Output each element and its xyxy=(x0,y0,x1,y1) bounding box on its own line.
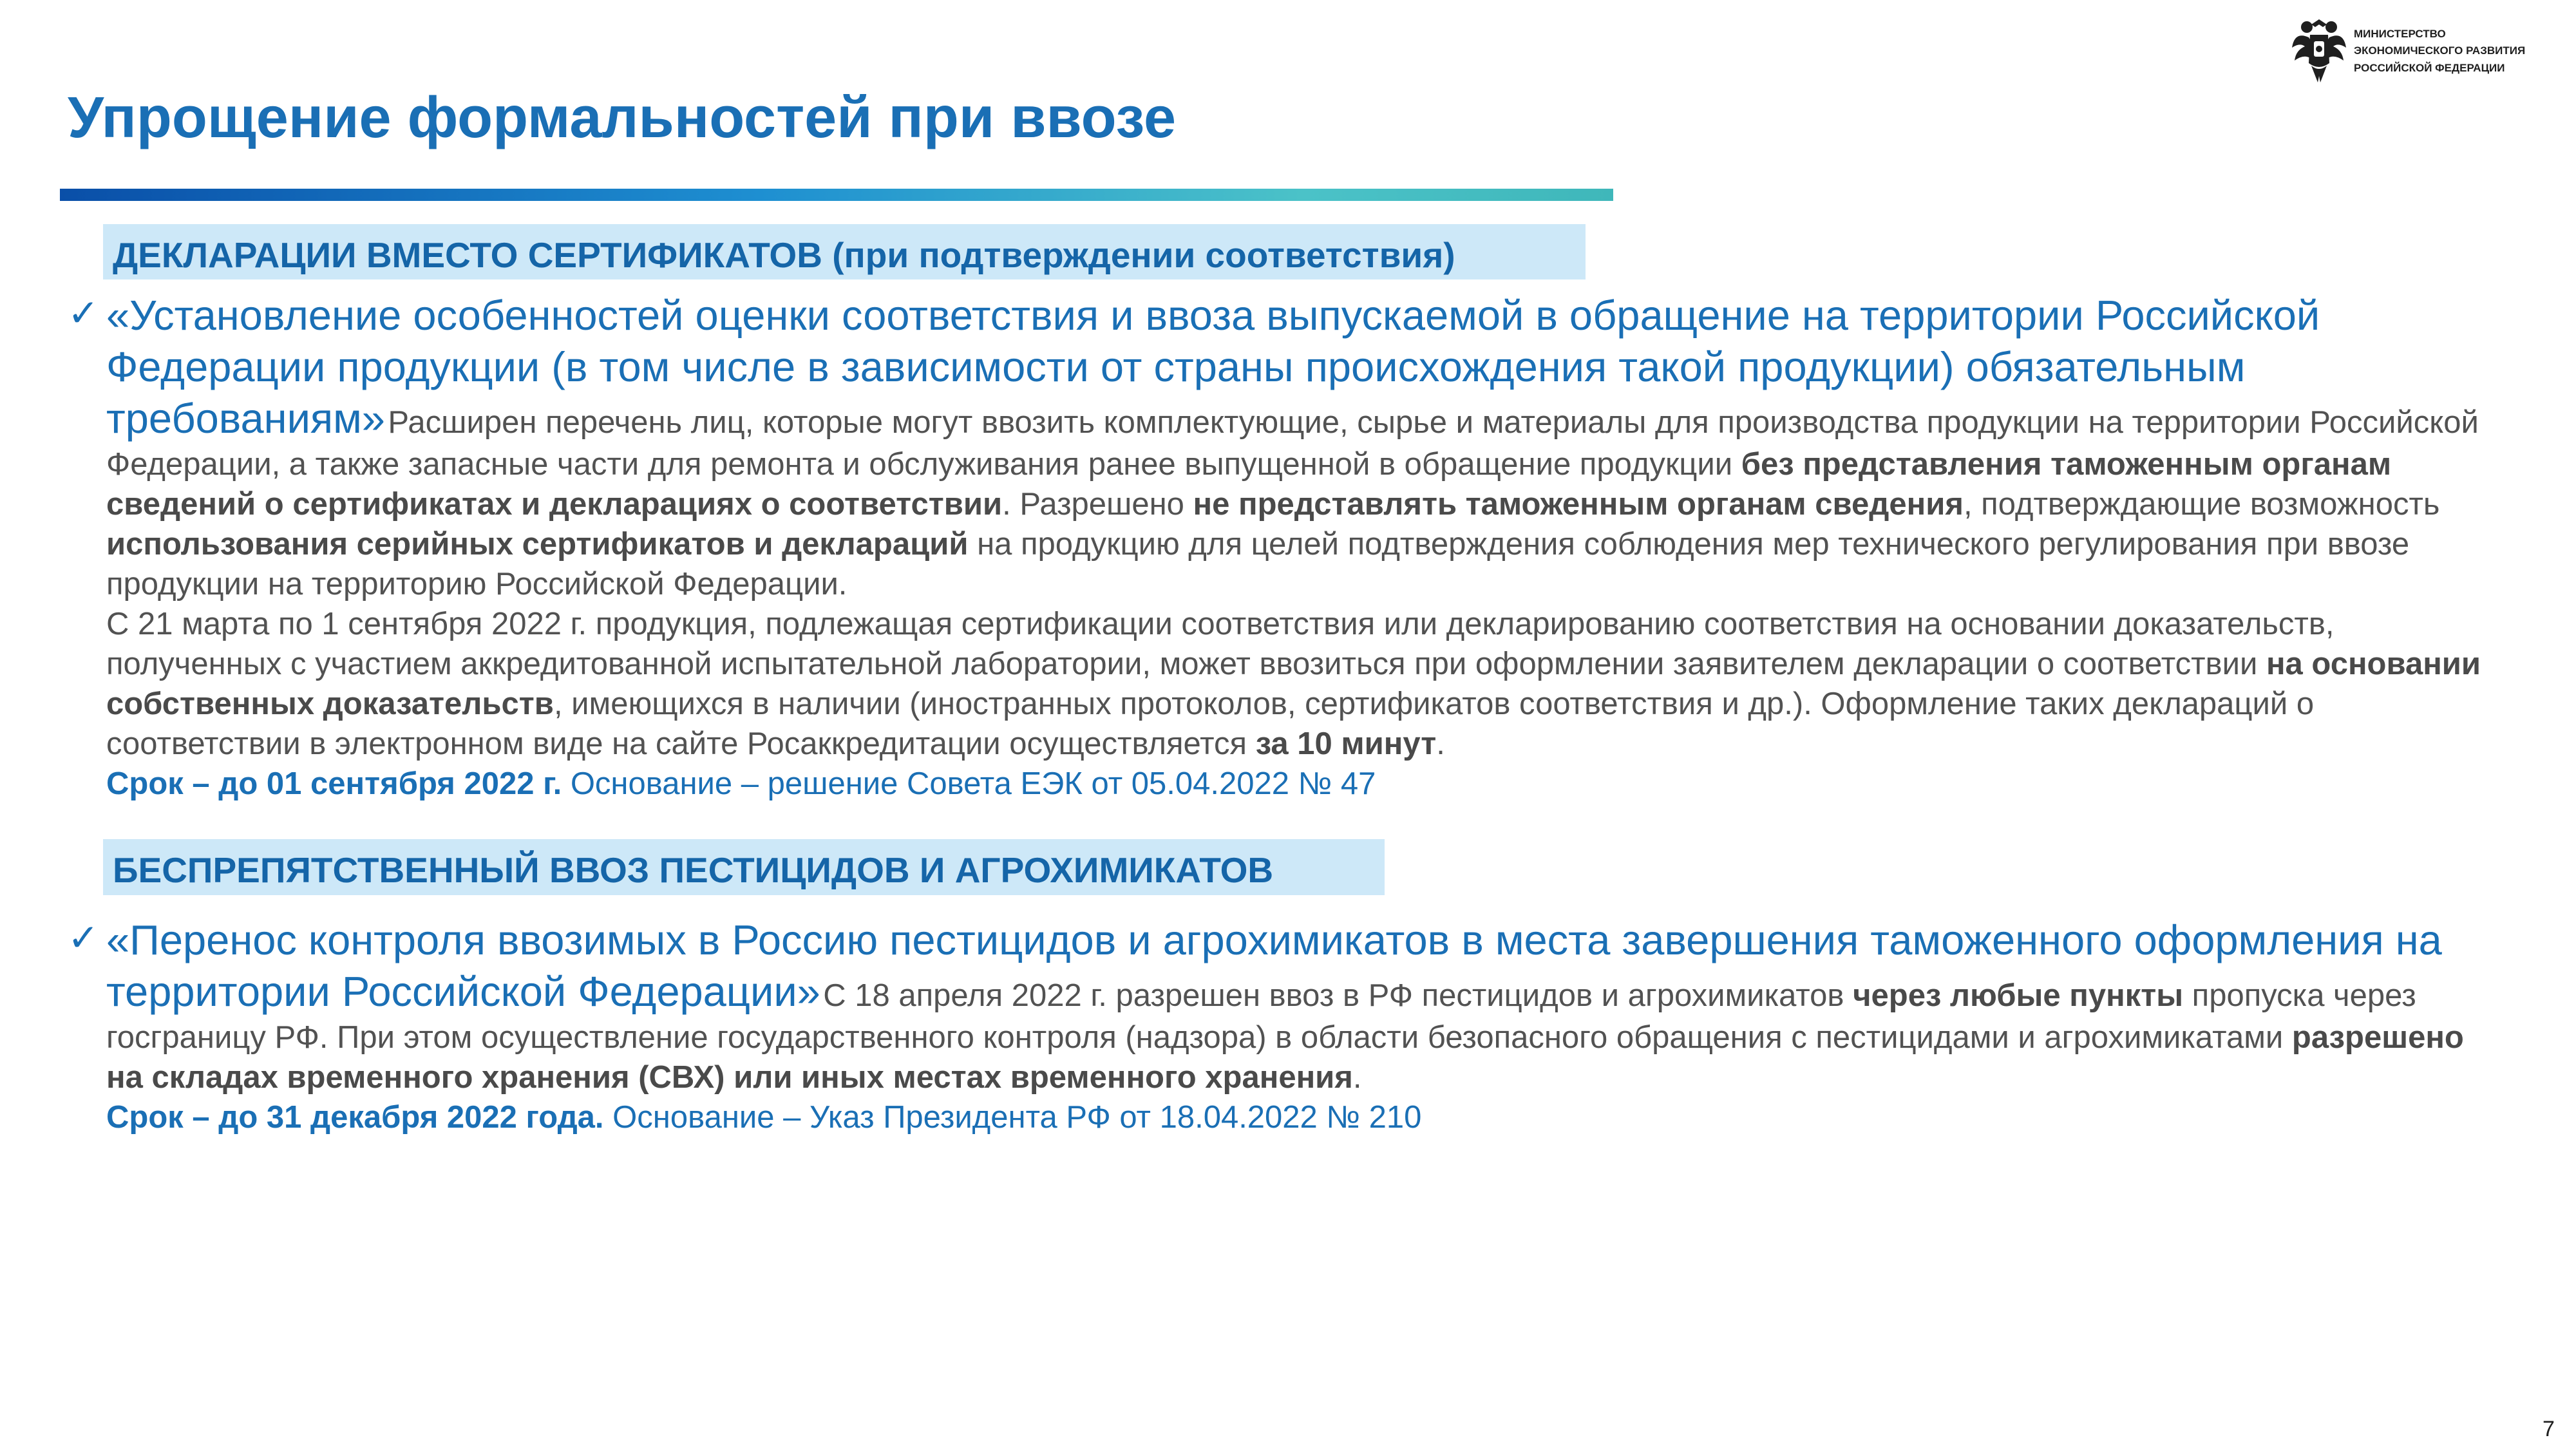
ministry-name-line-2: ЭКОНОМИЧЕСКОГО РАЗВИТИЯ xyxy=(2354,44,2526,57)
section-declarations-text xyxy=(106,290,2489,804)
checkmark-icon: ✓ xyxy=(68,917,99,959)
declarations-basis: Основание – решение Совета ЕЭК от 05.04.2022 № 47 xyxy=(562,766,1376,801)
pesticides-deadline: Срок – до 31 декабря 2022 года. xyxy=(106,1100,604,1135)
declarations-paragraph-2 xyxy=(106,604,2489,764)
section-pesticides-content xyxy=(68,914,2489,1137)
pesticides-text-2: пропуска через госграницу РФ. При этом осуществление государственного контроля (надзора) в области безопасного обращения с пестицидами и агрохимикатами xyxy=(106,978,2416,1055)
page-title: Упрощение формальностей при ввозе xyxy=(68,86,1177,150)
declarations-bold-1: без представления таможенным органам сведений о сертификатах и декларациях о соответствии xyxy=(106,447,2392,522)
ministry-name xyxy=(2354,26,2525,77)
page-number: 7 xyxy=(2543,1417,2555,1441)
section-pesticides-text xyxy=(106,914,2489,1137)
pesticides-text-1: С 18 апреля 2022 г. разрешен ввоз в РФ пестицидов и агрохимикатов xyxy=(823,978,1853,1013)
declarations-deadline: Срок – до 01 сентября 2022 г. xyxy=(106,766,562,801)
ministry-logo xyxy=(2289,18,2560,85)
section-header-pesticides: БЕСПРЕПЯТСТВЕННЫЙ ВВОЗ ПЕСТИЦИДОВ И АГРОХИМИКАТОВ xyxy=(103,839,1385,895)
pesticides-paragraph-1 xyxy=(106,914,2489,1097)
declarations-text-3: , подтверждающие возможность xyxy=(1963,487,2440,522)
title-underline-bar xyxy=(60,189,1613,201)
declarations-p2-bold-1: на основании собственных доказательств xyxy=(106,647,2481,721)
section-declarations-content xyxy=(68,290,2489,804)
declarations-text-4: на продукцию для целей подтверждения соблюдения мер технического регулирования при ввозе продукции на территорию Российской Федерации. xyxy=(106,527,2410,601)
declarations-bold-3: использования серийных сертификатов и деклараций xyxy=(106,527,969,562)
checkmark-icon: ✓ xyxy=(68,292,99,334)
declarations-text-2: . Разрешено xyxy=(1002,487,1193,522)
pesticides-bold-2: разрешено на складах временного хранения (СВХ) или иных местах временного хранения xyxy=(106,1020,2464,1095)
declarations-p2-text-2: , имеющихся в наличии (иностранных протоколов, сертификатов соответствия и др.). Оформление таких деклараций о соответствии в электронном виде на сайте Росаккредитации осуществляется xyxy=(106,687,2315,761)
pesticides-deadline-line xyxy=(106,1097,2489,1137)
declarations-paragraph-1 xyxy=(106,290,2489,604)
declarations-quote: «Установление особенностей оценки соответствия и ввоза выпускаемой в обращение на территории Российской Федерации продукции (в том числе в зависимости от страны происхождения такой продукции) обязательным требованиям» xyxy=(106,292,2320,442)
double-headed-eagle-emblem-icon xyxy=(2289,18,2349,85)
pesticides-quote: «Перенос контроля ввозимых в Россию пестицидов и агрохимикатов в места завершения таможенного оформления на территории Российской Федерации» xyxy=(106,916,2442,1015)
ministry-name-line-1: МИНИСТЕРСТВО xyxy=(2354,28,2446,40)
section-header-declarations: ДЕКЛАРАЦИИ ВМЕСТО СЕРТИФИКАТОВ (при подтверждении соответствия) xyxy=(103,224,1586,279)
pesticides-basis: Основание – Указ Президента РФ от 18.04.2022 № 210 xyxy=(603,1100,1422,1135)
declarations-p2-bold-2: за 10 минут xyxy=(1255,726,1437,761)
declarations-bold-2: не представлять таможенным органам сведения xyxy=(1193,487,1964,522)
ministry-name-line-3: РОССИЙСКОЙ ФЕДЕРАЦИИ xyxy=(2354,61,2505,74)
declarations-text-1: Расширен перечень лиц, которые могут ввозить комплектующие, сырье и материалы для производства продукции на территории Российской Федерации, а также запасные части для ремонта и обслуживания ранее выпущенной в обращение продукции xyxy=(106,405,2479,482)
declarations-deadline-line xyxy=(106,764,2489,804)
declarations-p2-text-3: . xyxy=(1436,726,1445,761)
pesticides-text-3: . xyxy=(1352,1060,1362,1095)
pesticides-bold-1: через любые пункты xyxy=(1853,978,2184,1013)
declarations-p2-text-1: С 21 марта по 1 сентября 2022 г. продукция, подлежащая сертификации соответствия или декларированию соответствия на основании доказательств, полученных с участием аккредитованной испытательной лаборатории, может ввозиться при оформлении заявителем декларации о соответствии xyxy=(106,607,2334,681)
